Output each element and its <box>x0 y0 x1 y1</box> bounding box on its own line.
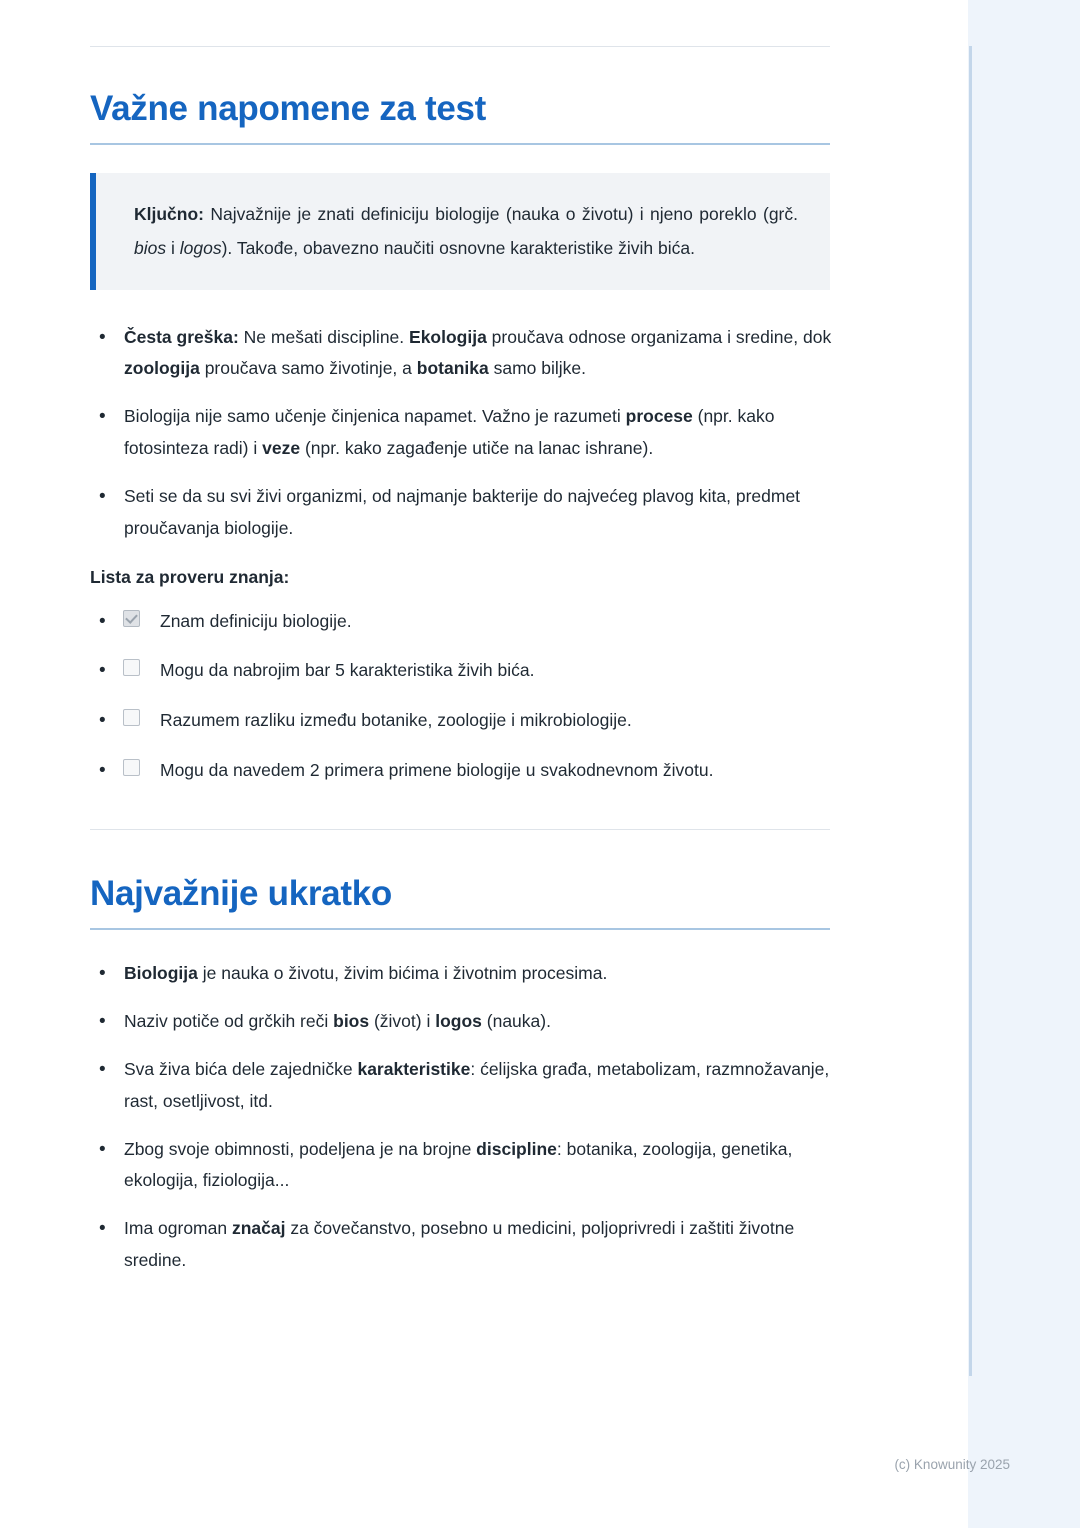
callout-body-3: ). Takođe, obavezno naučiti osnovne karakteristike živih bića. <box>221 238 695 259</box>
bullet-lead-label: Česta greška: <box>124 326 239 347</box>
bullet-text: Naziv potiče od grčkih reči bios (život) i logos (nauka). <box>124 1011 551 1032</box>
bullet-text: Ima ogroman značaj za čovečanstvo, posebno u medicini, poljoprivredi i zaštiti životne sredine. <box>124 1218 795 1271</box>
copyright-note: (c) Knowunity 2025 <box>894 1457 1010 1472</box>
section-divider <box>90 829 830 830</box>
list-item <box>90 1006 832 1038</box>
checklist-heading: Lista za proveru znanja: <box>90 566 290 587</box>
checkbox-icon[interactable] <box>123 709 140 726</box>
checklist-label: Razumem razliku između botanike, zoologije i mikrobiologije. <box>160 710 632 731</box>
list-item <box>90 755 832 787</box>
section-title-summary: Najvažnije ukratko <box>90 873 392 913</box>
list-item <box>90 1054 832 1118</box>
summary-bullet-list <box>90 958 832 1277</box>
checkbox-icon[interactable] <box>123 759 140 776</box>
list-item <box>90 958 832 990</box>
page-side-rail <box>968 0 1080 1528</box>
checklist-label: Mogu da navedem 2 primera primene biologije u svakodnevnom životu. <box>160 760 714 781</box>
knowledge-checklist <box>90 606 832 787</box>
callout-text <box>134 197 798 265</box>
list-item <box>90 401 832 465</box>
checklist-label: Znam definiciju biologije. <box>160 610 352 631</box>
list-item <box>90 606 832 638</box>
list-item <box>90 322 832 386</box>
notes-bullet-list <box>90 322 832 545</box>
bullet-text: Ne mešati discipline. Ekologija proučava odnose organizama i sredine, dok zoologija proučava samo životinje, a botanika samo biljke. <box>124 326 832 379</box>
bullet-text: Zbog svoje obimnosti, podeljena je na brojne discipline: botanika, zoologija, genetika, ekologija, fiziologija... <box>124 1138 793 1191</box>
checklist-label: Mogu da nabrojim bar 5 karakteristika živih bića. <box>160 660 535 681</box>
list-item <box>90 1213 832 1277</box>
bullet-text: Sva živa bića dele zajedničke karakteristike: ćelijska građa, metabolizam, razmnožavanje, rast, osetljivost, itd. <box>124 1058 830 1111</box>
checkbox-icon[interactable] <box>123 610 140 627</box>
callout-italic-logos: logos <box>179 238 222 259</box>
title-underline <box>90 143 830 145</box>
callout-italic-bios: bios <box>134 238 167 259</box>
callout-label: Ključno: <box>134 204 204 225</box>
page-side-rail-line <box>969 46 972 1376</box>
list-item <box>90 705 832 737</box>
callout-body-1: Najvažnije je znati definiciju biologije (nauka o životu) i njeno poreklo (grč. <box>204 204 798 225</box>
bullet-text: Biologija nije samo učenje činjenica napamet. Važno je razumeti procese (npr. kako fotosinteza radi) i veze (npr. kako zagađenje utiče na lanac ishrane). <box>124 406 775 459</box>
list-item <box>90 481 832 545</box>
title-underline <box>90 928 830 930</box>
page-title: Važne napomene za test <box>90 89 487 128</box>
bullet-text: Biologija je nauka o životu, živim bićima i životnim procesima. <box>124 963 608 984</box>
list-item <box>90 1134 832 1198</box>
bullet-text: Seti se da su svi živi organizmi, od najmanje bakterije do najvećeg plavog kita, predmet proučavanja biologije. <box>124 485 801 538</box>
checkbox-icon[interactable] <box>123 659 140 676</box>
top-divider <box>90 46 830 47</box>
key-callout <box>90 173 830 289</box>
list-item <box>90 655 832 687</box>
callout-body-2: i <box>166 238 180 259</box>
